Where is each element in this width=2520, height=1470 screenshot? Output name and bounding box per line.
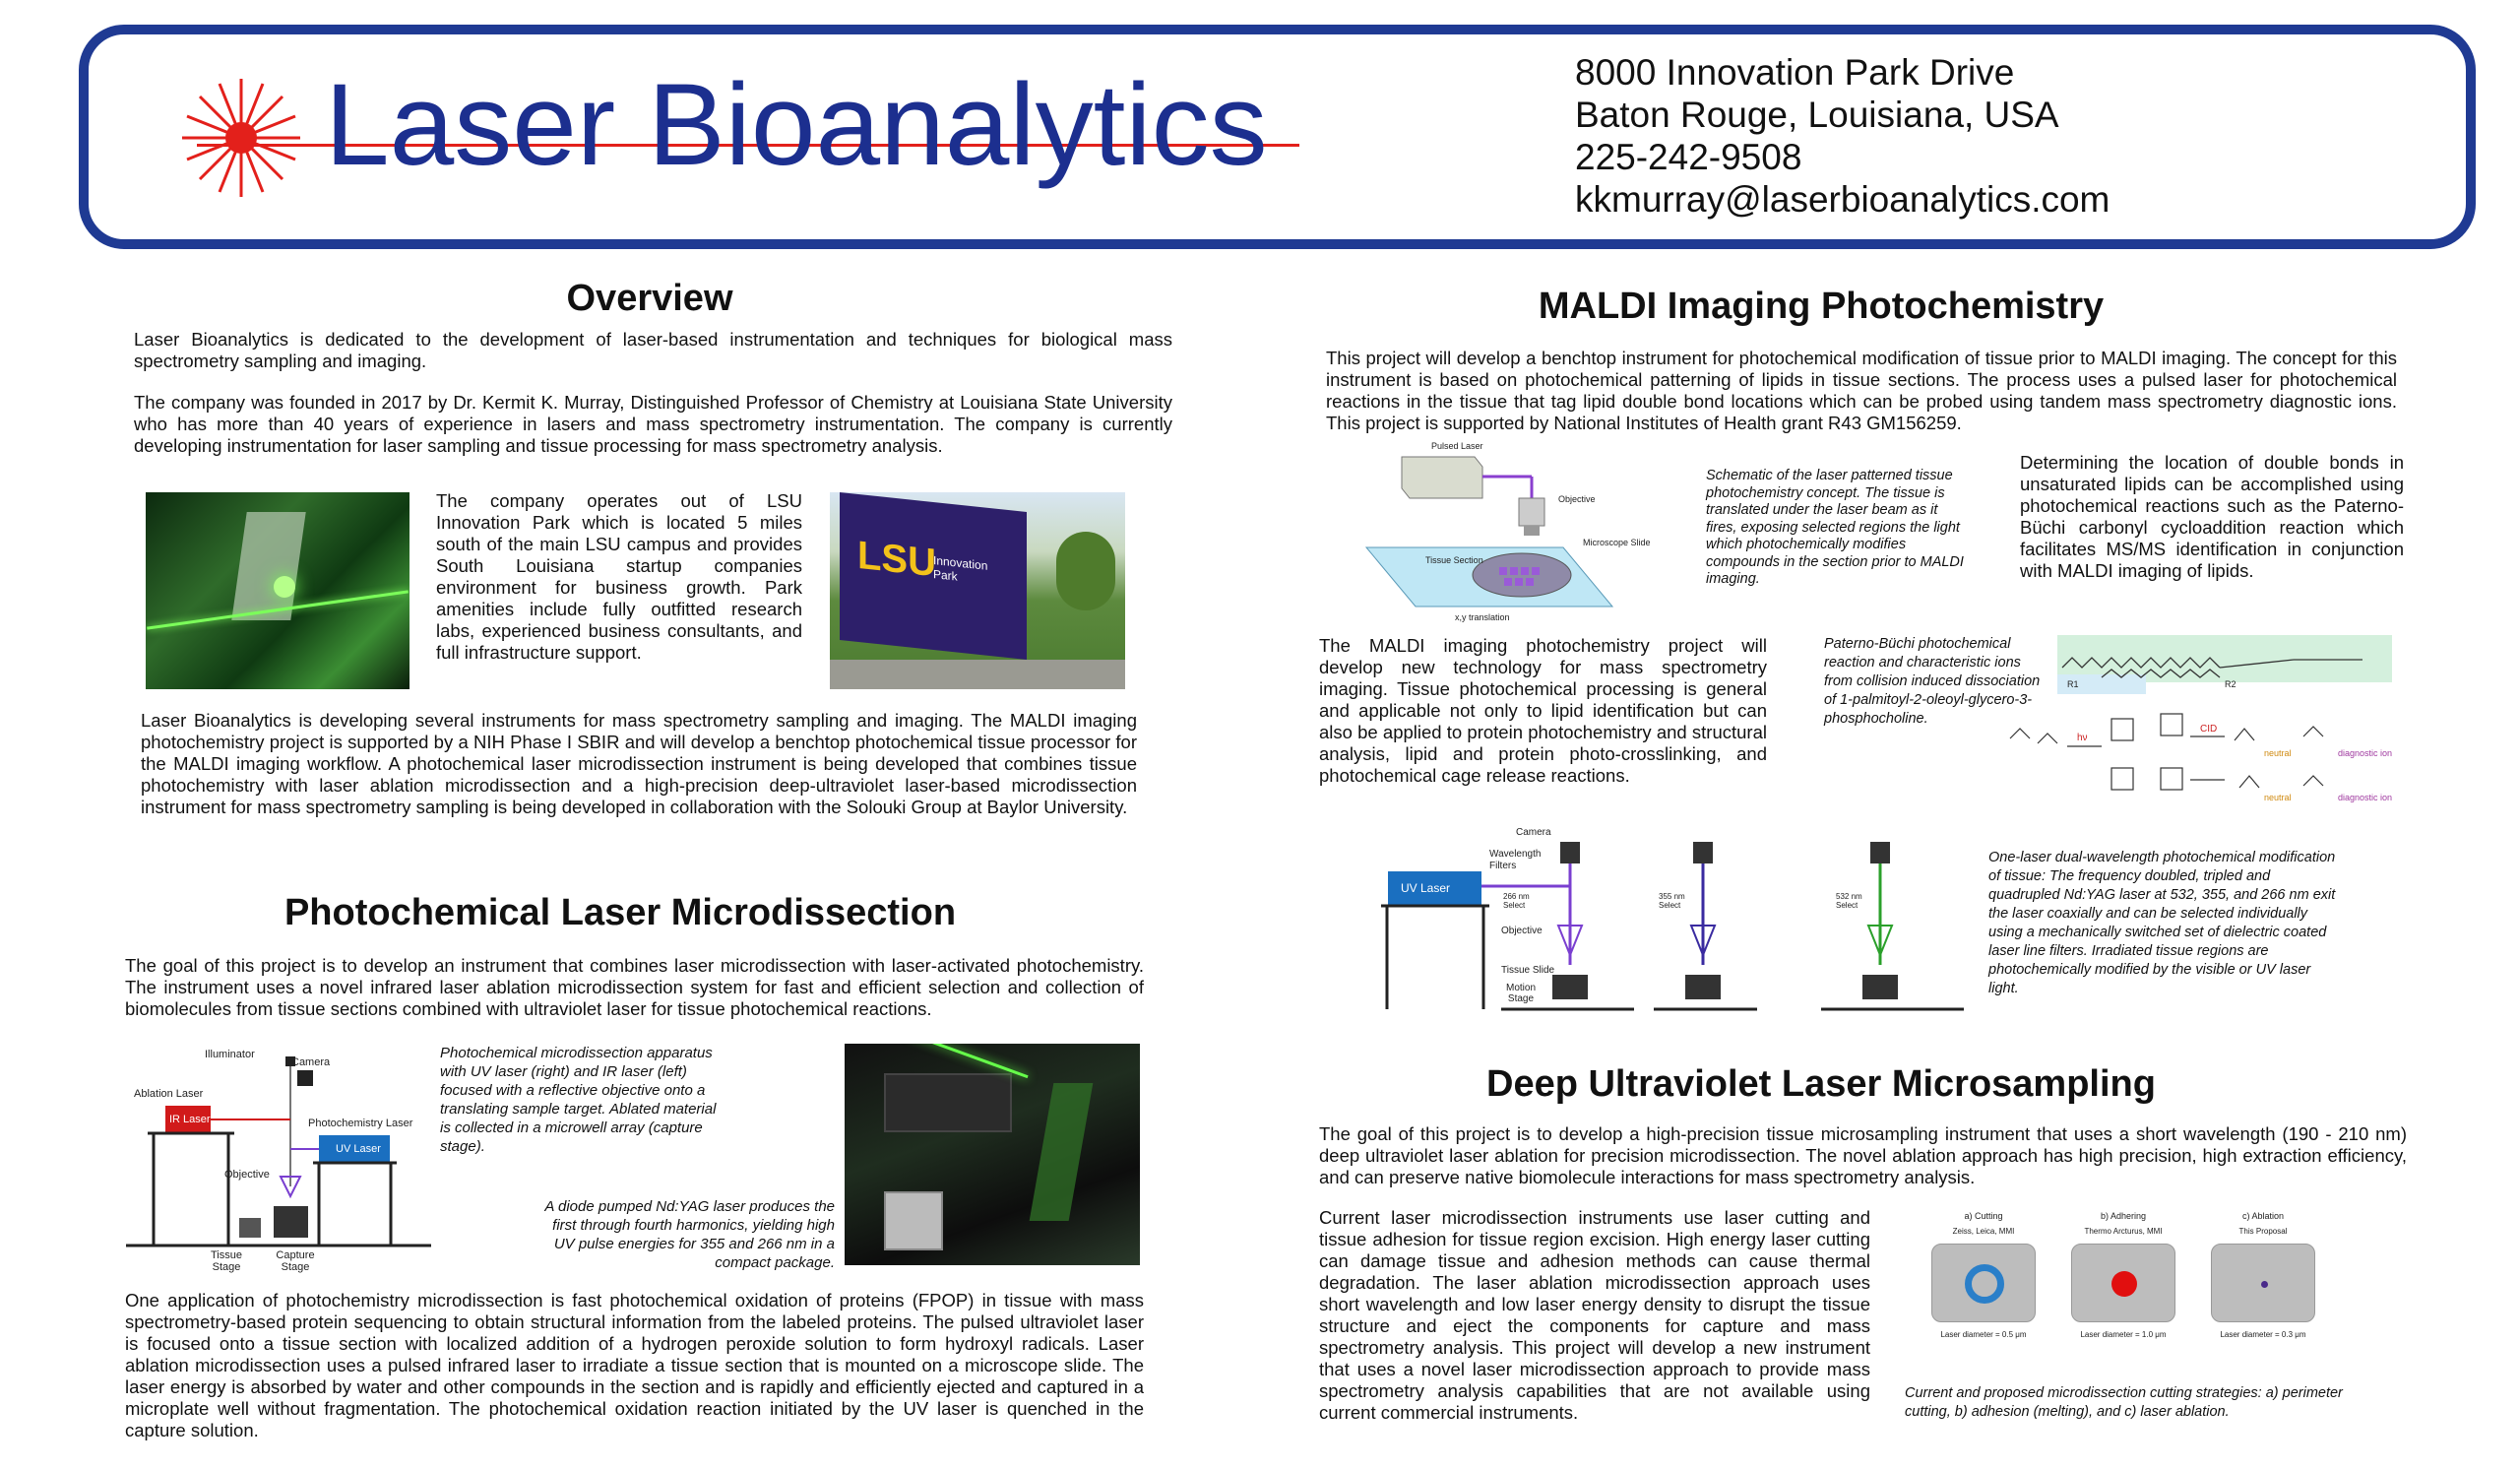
label-r2: R2 <box>2225 679 2236 689</box>
contact-city: Baton Rouge, Louisiana, USA <box>1575 95 2059 135</box>
label-capture-stage: Capture Stage <box>276 1249 315 1273</box>
label-diag-1: diagnostic ion <box>2338 748 2393 758</box>
dual-wavelength-setup <box>1373 827 1988 1019</box>
camera-shape <box>297 1070 313 1086</box>
panel-ablation-sub: This Proposal <box>2238 1227 2288 1236</box>
paterno-buchi-reaction <box>1998 630 2402 812</box>
setup-label-532: 532 nm Select <box>1836 892 1862 910</box>
panel-adhering-title: b) Adhering <box>2100 1211 2147 1221</box>
setup-label-camera: Camera <box>1516 827 1551 838</box>
label-photochem-laser: Photochemistry Laser <box>308 1118 413 1129</box>
plm-p1: The goal of this project is to develop an instrument that combines laser microdissection with laser-activated photochemistry. The instrument uses a novel infrared laser ablation microdissection system for fast and efficient selection and collection of biomolecules from tissue sections combined with ultraviolet laser for tissue photochemical reactions. <box>125 955 1144 1019</box>
setup-label-355: 355 nm Select <box>1659 892 1685 910</box>
panel-ablation-title: c) Ablation <box>2241 1211 2285 1221</box>
label-ablation-laser: Ablation Laser <box>134 1088 204 1100</box>
overview-p1: Laser Bioanalytics is dedicated to the development of laser-based instrumentation and techniques for biological mass spectrometry sampling and imaging. <box>134 329 1172 371</box>
setup-label-motion-stage: Motion Stage <box>1505 983 1536 1004</box>
logo <box>182 59 1314 217</box>
panel-cutting-sub: Zeiss, Leica, MMI <box>1952 1227 2015 1236</box>
label-schematic-objective: Objective <box>1558 494 1596 504</box>
setup-column-2 <box>1654 842 1757 1009</box>
maldi-title: MALDI Imaging Photochemistry <box>1538 286 2105 327</box>
panel-cutting-foot: Laser diameter = 0.5 μm <box>1940 1330 2027 1339</box>
label-ir-laser: IR Laser <box>169 1114 211 1125</box>
label-illuminator: Illuminator <box>205 1049 255 1060</box>
contact-address: 8000 Innovation Park Drive <box>1575 52 2015 93</box>
setup-label-objective: Objective <box>1501 926 1543 936</box>
maldi-schematic <box>1356 439 1651 626</box>
contact-email[interactable]: kkmurray@laserbioanalytics.com <box>1575 179 2110 220</box>
sign-park-text: Innovation Park <box>933 553 988 584</box>
overview-p3: The company operates out of LSU Innovation Park which is located 5 miles south of the main LSU campus and provides South Louisiana startup companies environment for business growth. Park amenities include fully outfitted research labs, experienced business consultants, and full infrastructure support. <box>436 490 802 663</box>
setup-label-266: 266 nm Select <box>1503 892 1530 910</box>
maldi-p2: Determining the location of double bonds in unsaturated lipids can be accomplished using photochemical reactions such as the Paterno-Büchi carbonyl cycloaddition reaction which facilitates MS/MS identification in conjunction with MALDI imaging of lipids. <box>2020 452 2404 581</box>
setup-label-uv-laser: UV Laser <box>1401 881 1451 895</box>
laser-starburst-icon <box>177 74 305 202</box>
label-translation: x,y translation <box>1455 612 1510 622</box>
ndyag-laser-photo <box>845 1044 1140 1265</box>
setup-column-3 <box>1821 842 1964 1009</box>
contact-block <box>1575 51 2110 221</box>
reaction-svg <box>1998 630 2402 812</box>
lsu-innovation-park-photo <box>830 492 1125 689</box>
label-neutral-2: neutral <box>2264 793 2292 802</box>
panel-adhering <box>2059 1211 2187 1369</box>
maldi-schematic-svg <box>1356 439 1642 626</box>
plm-p2: One application of photochemistry microdissection is fast photochemical oxidation of proteins (FPOP) in tissue with mass spectrometry-based protein sequencing to obtain structural information from the labeled proteins. The pulsed ultraviolet laser is focused onto a tissue section with localized addition of a hydrogen peroxide solution to form hydroxyl radicals. Laser ablation microdissection uses a pulsed infrared laser to irradiate a tissue section that is mounted on a microscope slide. The laser energy is absorbed by water and other compounds in the section and is rapidly and efficiently ejected and captured in a microplate well without fragmentation. The photochemical oxidation reaction initiated by the UV laser is quenched in the capture solution. <box>125 1290 1144 1440</box>
maldi-caption1: Schematic of the laser patterned tissue photochemistry concept. The tissue is translated under the laser beam as it fires, exposing selected regions the light which photochemically modifies compounds in the section prior to MALDI imaging. <box>1706 468 1964 587</box>
label-tissue-section: Tissue Section <box>1425 555 1483 565</box>
ablation-dot-shape <box>2261 1281 2268 1288</box>
duv-caption: Current and proposed microdissection cutting strategies: a) perimeter cutting, b) adhesion (melting), and c) laser ablation. <box>1905 1385 2343 1420</box>
label-microscope-slide: Microscope Slide <box>1583 538 1651 547</box>
plm-caption1: Photochemical microdissection apparatus with UV laser (right) and IR laser (left) focused with a reflective objective onto a translating sample target. Ablated material is collected in a microwell array (capture stage). <box>440 1045 717 1155</box>
duv-p2: Current laser microdissection instruments use laser cutting and tissue adhesion for tissue region excision. High energy laser cutting can damage tissue and adhesion methods can cause thermal degradation. The laser ablation microdissection approach uses short wavelength and low laser energy density to disrupt the tissue structure and eject the components for capture and mass spectrometry analysis. This project will develop a new instrument that uses a novel laser microdissection approach to provide mass spectrometry analysis capabilities that are not available using current commercial instruments. <box>1319 1207 1870 1423</box>
duv-p1: The goal of this project is to develop a high-precision tissue microsampling instrument that uses a short wavelength (190 - 210 nm) deep ultraviolet laser ablation for precision microdissection. The novel ablation approach has high precision, high extraction efficiency, and can preserve native biomolecule interactions for mass spectrometry analysis. <box>1319 1123 2407 1187</box>
cutting-strategies-figure <box>1900 1211 2343 1369</box>
overview-p2: The company was founded in 2017 by Dr. Kermit K. Murray, Distinguished Professor of Chemistry at Louisiana State University who has more than 40 years of experience in lasers and mass spectrometry instrumentation. The company is currently developing instrumentation for laser sampling and tissue processing for mass spectrometry analysis. <box>134 392 1172 456</box>
duv-title: Deep Ultraviolet Laser Microsampling <box>1486 1063 2156 1105</box>
label-cid: CID <box>2200 724 2218 735</box>
label-hv: hν <box>2077 733 2088 743</box>
panel-ablation-foot: Laser diameter = 0.3 μm <box>2220 1330 2306 1339</box>
overview-title: Overview <box>566 278 733 319</box>
plm-caption2: A diode pumped Nd:YAG laser produces the first through fourth harmonics, yielding high UV pulse energies for 355 and 266 nm in a compact package. <box>544 1198 835 1271</box>
panel-adhering-foot: Laser diameter = 1.0 μm <box>2080 1330 2167 1339</box>
label-neutral-1: neutral <box>2264 748 2292 758</box>
label-camera: Camera <box>291 1056 331 1068</box>
setup-label-tissue-slide: Tissue Slide <box>1501 965 1555 976</box>
plm-title: Photochemical Laser Microdissection <box>284 892 957 933</box>
label-tissue-stage: Tissue Stage <box>211 1249 242 1273</box>
maldi-p3: The MALDI imaging photochemistry project will develop new technology for mass spectrometry imaging. Tissue photochemical processing is general and applicable not only to lipid identification but can also be applied to protein photochemistry and structural analysis, lipid and protein photo-crosslinking, and photochemical cage release reactions. <box>1319 635 1767 786</box>
label-r1: R1 <box>2067 679 2079 689</box>
label-pulsed-laser: Pulsed Laser <box>1431 441 1483 451</box>
maldi-caption2: Paterno-Büchi photochemical reaction and characteristic ions from collision induced dissociation of 1-palmitoyl-2-oleoyl-glycero-3-phosphocholine. <box>1824 636 2041 727</box>
setup-svg <box>1373 827 1988 1019</box>
panel-cutting <box>1920 1211 2048 1369</box>
logo-text: Laser Bioanalytics <box>325 60 1268 190</box>
contact-phone: 225-242-9508 <box>1575 137 1802 177</box>
adhering-dot-shape <box>2111 1271 2137 1297</box>
panel-ablation <box>2199 1211 2327 1369</box>
cutting-ring-shape <box>1965 1264 2004 1304</box>
label-diag-2: diagnostic ion <box>2338 793 2393 802</box>
setup-label-filters: Wavelength Filters <box>1489 849 1542 871</box>
panel-adhering-sub: Thermo Arcturus, MMI <box>2084 1227 2163 1236</box>
maldi-caption3: One-laser dual-wavelength photochemical modification of tissue: The frequency doubled, tripled and quadrupled Nd:YAG laser at 532, 355, and 266 nm exit the laser coaxially and can be selected individually using a mechanically switched set of dielectric coated laser line filters. Irradiated tissue regions are photochemically modified by the visible or UV laser light. <box>1988 850 2336 996</box>
overview-p4: Laser Bioanalytics is developing several instruments for mass spectrometry sampling and imaging. The MALDI imaging photochemistry project is supported by a NIH Phase I SBIR and will develop a benchtop photochemical tissue processor for the MALDI imaging workflow. A photochemical laser microdissection instrument is being developed that combines tissue photochemistry with laser ablation microdissection and a high-precision deep-ultraviolet laser-based microdissection instrument for mass spectrometry sampling is being developed in collaboration with the Solouki Group at Baylor University. <box>141 710 1137 817</box>
panel-cutting-title: a) Cutting <box>1964 1211 2003 1221</box>
label-objective: Objective <box>224 1169 270 1181</box>
plm-apparatus-diagram <box>126 1049 431 1285</box>
sign-lsu-text: LSU <box>857 533 936 586</box>
label-uv-laser: UV Laser <box>336 1143 381 1155</box>
maldi-p1: This project will develop a benchtop instrument for photochemical modification of tissue prior to MALDI imaging. The concept for this instrument is based on photochemical patterning of lipids in tissue sections. The process uses a pulsed laser for photochemical reactions in the tissue that tag lipid double bond locations which can be probed using tandem mass spectrometry diagnostic ions. This project is supported by National Institutes of Health grant R43 GM156259. <box>1326 348 2397 433</box>
laser-lab-photo <box>146 492 410 689</box>
